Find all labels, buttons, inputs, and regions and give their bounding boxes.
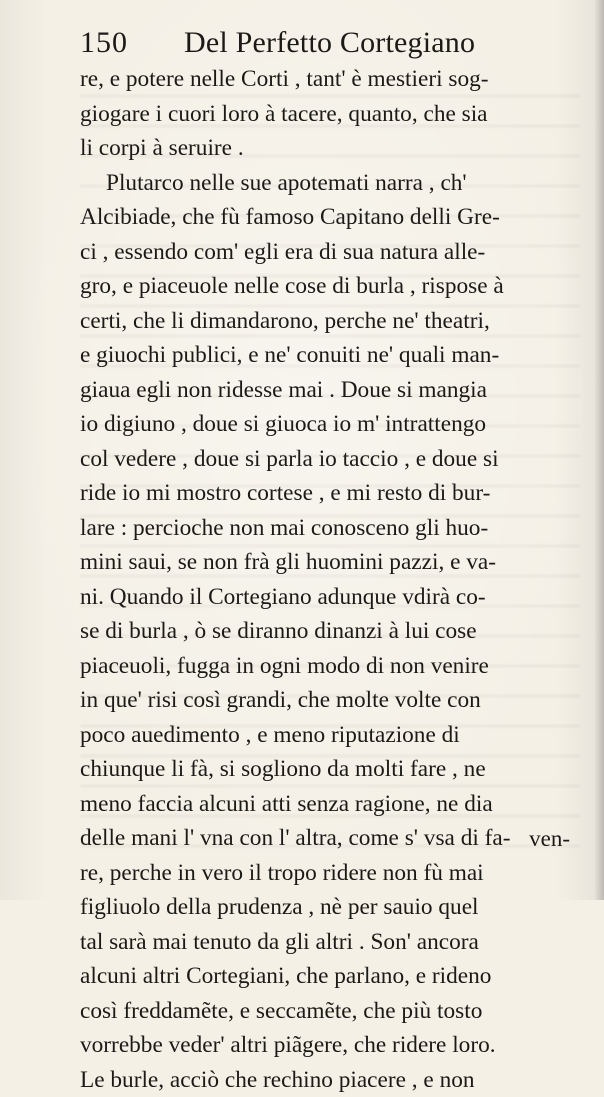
text-line: certi, che li dimandarono, perche ne' theatri, bbox=[80, 304, 588, 339]
text-line: in que' risi così grandi, che molte volte con bbox=[80, 683, 588, 718]
text-line: tal sarà mai tenuto da gli altri . Son' ancora bbox=[80, 925, 588, 960]
text-line: chiunque li fà, si sogliono da molti fare , ne bbox=[80, 752, 588, 787]
text-line: giaua egli non ridesse mai . Doue si mangia bbox=[80, 373, 588, 408]
text-line: meno faccia alcuni atti senza ragione, ne dia bbox=[80, 787, 588, 822]
body-text bbox=[80, 62, 588, 1097]
text-line: alcuni altri Cortegiani, che parlano, e rideno bbox=[80, 959, 588, 994]
text-line: giogare i cuori loro à tacere, quanto, che sia bbox=[80, 97, 588, 132]
text-line: piaceuoli, fugga in ogni modo di non venire bbox=[80, 649, 588, 684]
text-line: lare : percioche non mai conosceno gli huo- bbox=[80, 511, 588, 546]
text-line: gro, e piaceuole nelle cose di burla , rispose à bbox=[80, 269, 588, 304]
text-line: li corpi à seruire . bbox=[80, 131, 588, 166]
text-line: re, e potere nelle Corti , tant' è mestieri sog- bbox=[80, 62, 588, 97]
text-line: ni. Quando il Cortegiano adunque vdirà co- bbox=[80, 580, 588, 615]
text-line: così freddamẽte, e seccamẽte, che più tosto bbox=[80, 994, 588, 1029]
page-number: 150 bbox=[80, 26, 128, 60]
page-edge-shadow bbox=[594, 0, 604, 900]
text-line: ride io mi mostro cortese , e mi resto di bur- bbox=[80, 476, 588, 511]
text-line: mini saui, se non frà gli huomini pazzi, e va- bbox=[80, 545, 588, 580]
text-line: re, perche in vero il tropo ridere non fù mai bbox=[80, 856, 588, 891]
text-line: col vedere , doue si parla io taccio , e doue si bbox=[80, 442, 588, 477]
text-line: figliuolo della prudenza , nè per sauio quel bbox=[80, 890, 588, 925]
text-line: Plutarco nelle sue apotemati narra , ch' bbox=[80, 166, 588, 201]
running-title: Del Perfetto Cortegiano bbox=[184, 26, 475, 60]
text-line: se di burla , ò se diranno dinanzi à lui cose bbox=[80, 614, 588, 649]
text-line: ci , essendo com' egli era di sua natura alle- bbox=[80, 235, 588, 270]
page-header bbox=[80, 26, 550, 62]
text-line: e giuochi publici, e ne' conuiti ne' quali man- bbox=[80, 338, 588, 373]
text-line: poco auedimento , e meno riputazione di bbox=[80, 718, 588, 753]
text-line: Le burle, acciò che rechino piacere , e non bbox=[80, 1063, 588, 1097]
catchword: ven- bbox=[529, 826, 570, 852]
text-line: io digiuno , doue si giuoca io m' intrattengo bbox=[80, 407, 588, 442]
text-line: delle mani l' vna con l' altra, come s' vsa di fa- bbox=[80, 821, 588, 856]
text-line: Alcibiade, che fù famoso Capitano delli Gre- bbox=[80, 200, 588, 235]
text-line: vorrebbe veder' altri piãgere, che ridere loro. bbox=[80, 1028, 588, 1063]
